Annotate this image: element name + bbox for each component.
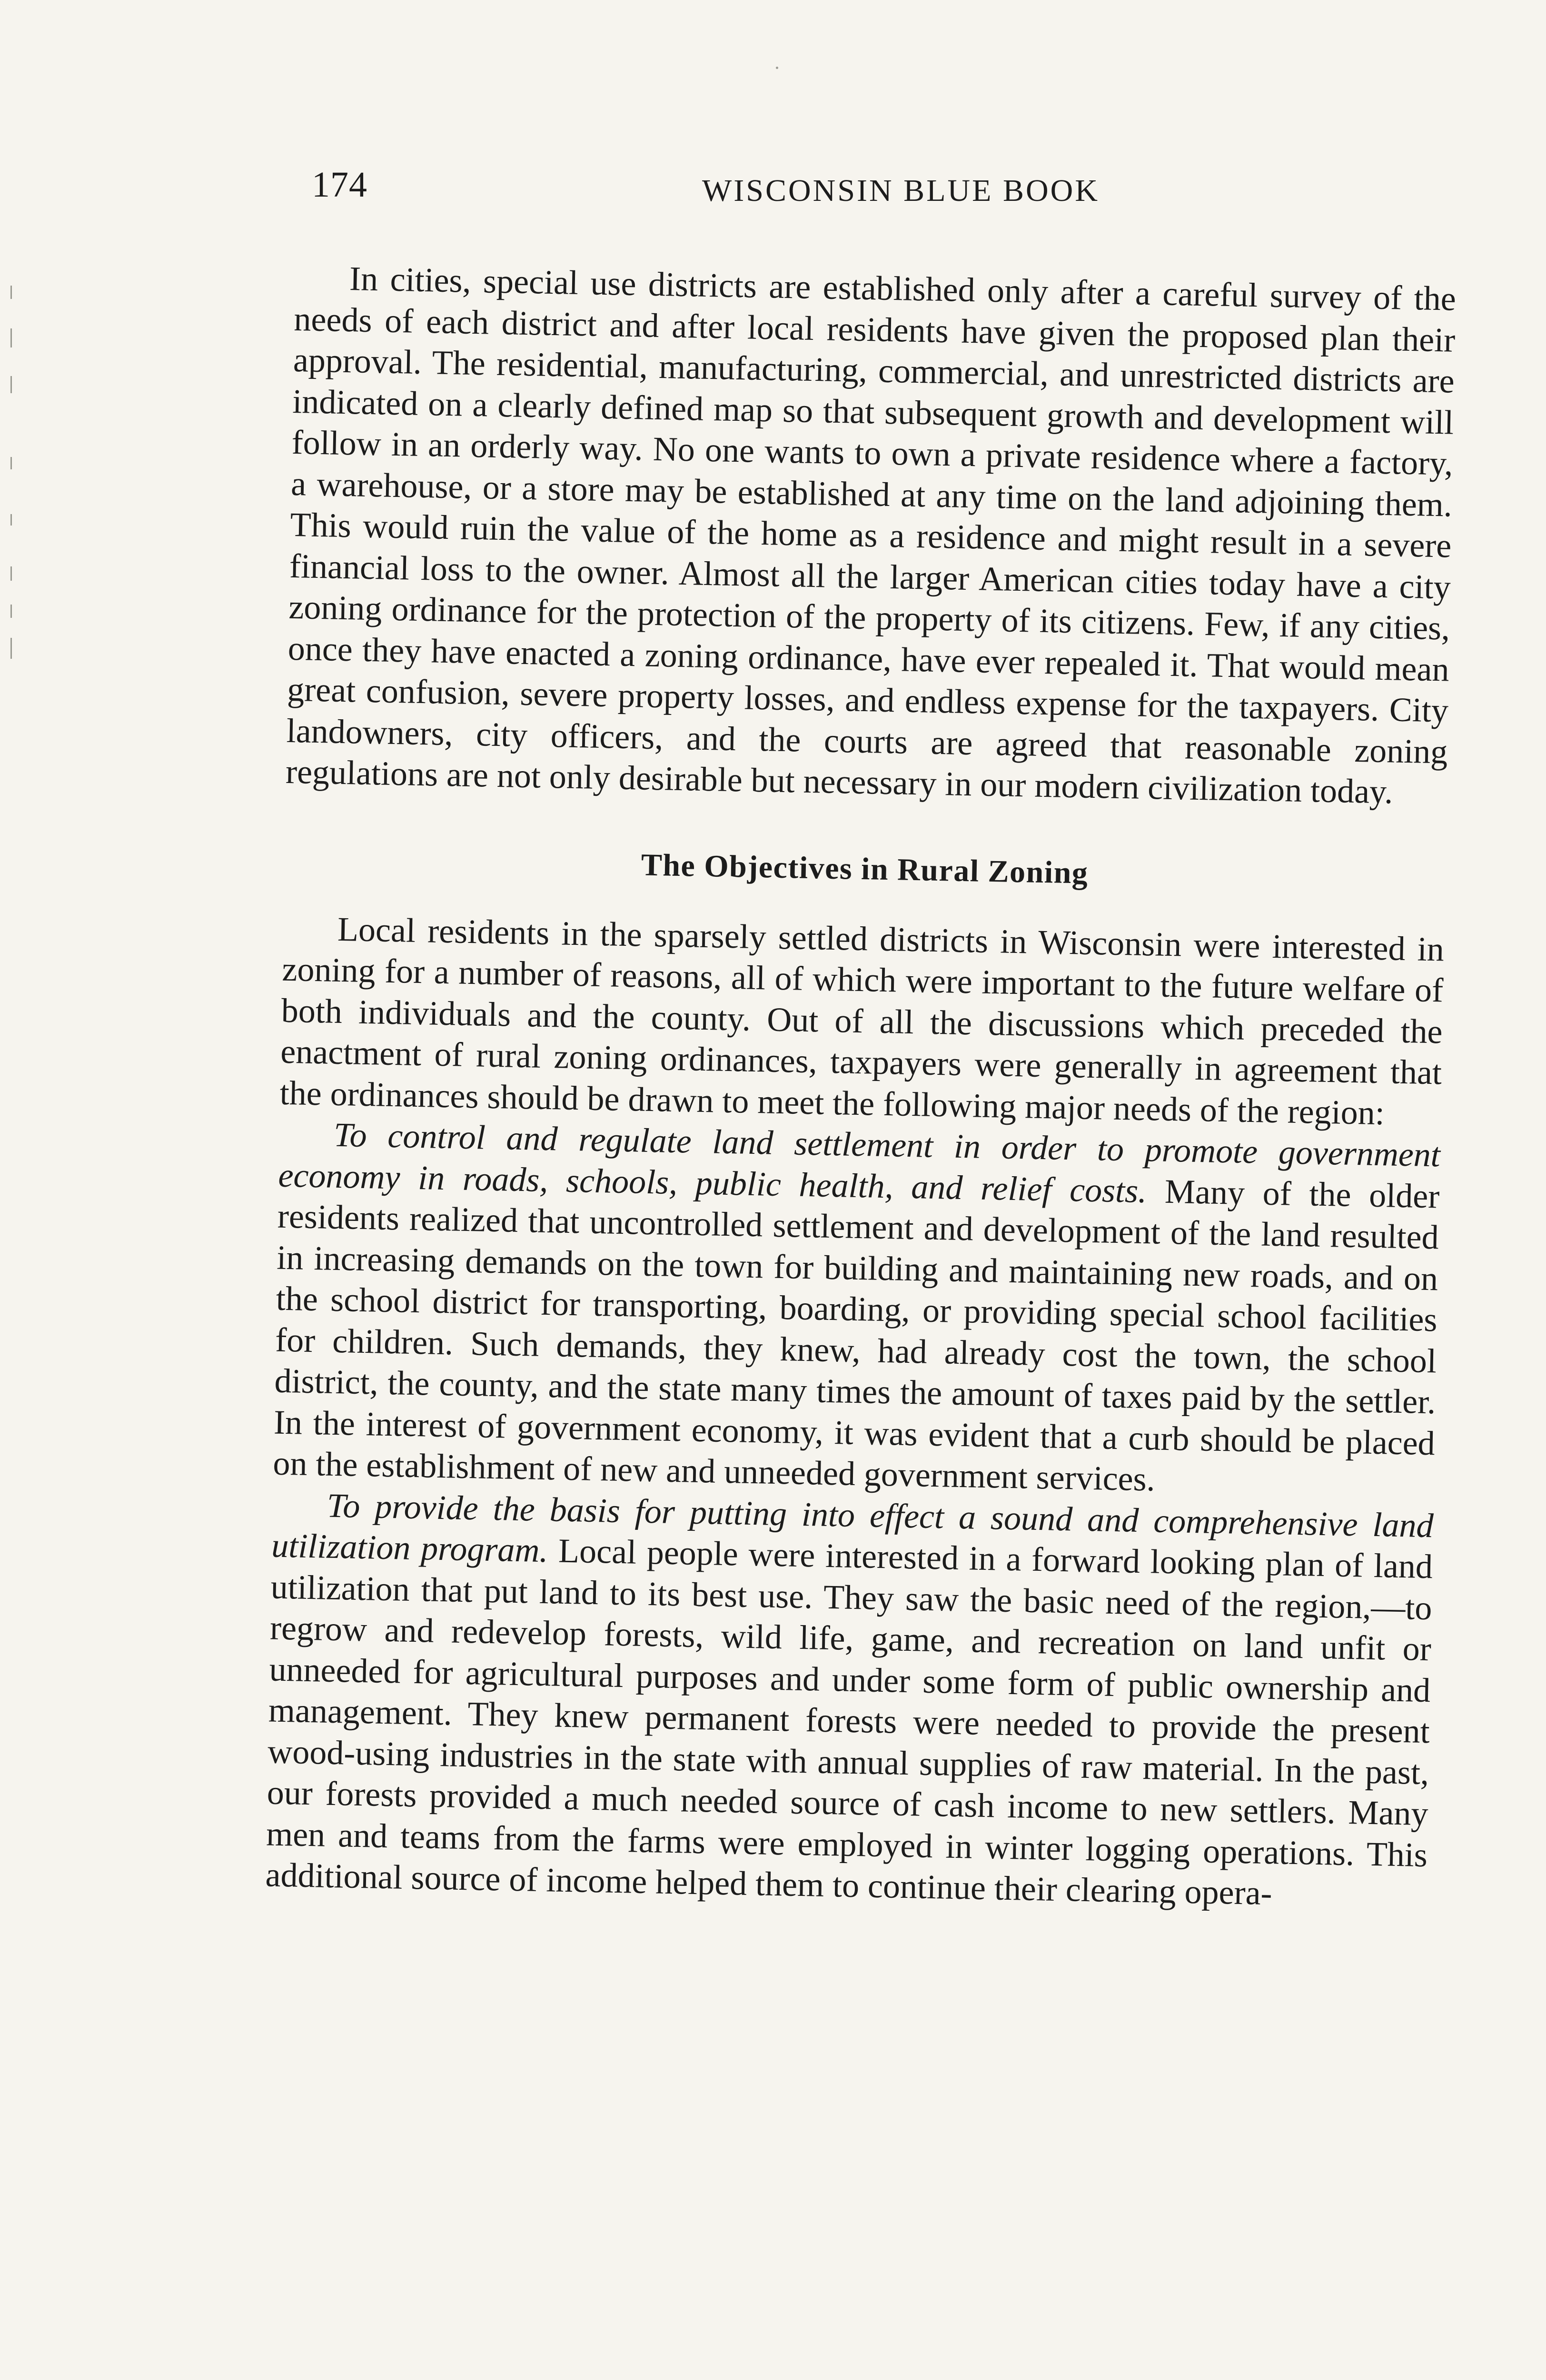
paragraph-lead-italic: To control and regulate land settlement in order to promote government economy in roads, schools, public health, and relief costs. (277, 1115, 1441, 1210)
binding-mark (10, 328, 12, 347)
binding-mark (10, 638, 12, 659)
page-number: 174 (312, 165, 367, 205)
binding-mark (10, 457, 12, 469)
paragraph-land-settlement (273, 1113, 1441, 1505)
paragraph-body: Local people were interested in a forward looking plan of land utilization that put land to its best use. They saw the basic need of the region,—to regrow and redevelop forests, wild life, game, and recreation on land unfit or unneeded for agricultural purposes and under some form of public ownership and management. They knew permanent forests were needed to provide the present wood-using industries in the state with annual supplies of raw material. In the past, our forests provided a much needed source of cash income to new settlers. Many men and teams from the farms were employed in winter logging operations. This additional source of income helped them to continue their clearing opera- (265, 1531, 1433, 1913)
binding-mark (10, 566, 12, 581)
page-header (312, 164, 1490, 217)
binding-mark (10, 376, 12, 393)
paragraph-land-utilization (265, 1484, 1434, 1917)
paragraph-city-zoning: In cities, special use districts are established only after a careful survey of the needs of each district and after local residents have given the proposed plan their approval. The residential, manufacturing, commercial, and unrestricted districts are indicated on a clearly defined map so that subsequent growth and development will follow in an orderly way. No one wants to own a private residence where a factory, a warehouse, or a store may be established at any time on the land adjoining them. This would ruin the value of the home as a residence and might result in a severe financial loss to the owner. Almost all the larger American cities today have a city zoning ordinance for the protection of the property of its citizens. Few, if any cities, once they have enacted a zoning ordinance, have ever repealed it. That would mean great confusion, severe property losses, and endless expense for the taxpayers. City landowners, city officers, and the courts are agreed that reasonable zoning regulations are not only desirable but necessary in our modern civilization today. (285, 259, 1457, 811)
binding-mark (10, 286, 12, 299)
paragraph-body: Many of the older residents realized that uncontrolled settlement and development of the land resulted in increasing demands on the town for building and maintaining new roads, and on the school district for transporting, boarding, or providing special school facilities for children. Such demands, they knew, had already cost the town, the school district, the county, and the state many times the amount of taxes paid by the settler. In the interest of government economy, it was evident that a curb should be placed on the establishment of new and unneeded government services. (272, 1171, 1440, 1498)
binding-mark (10, 514, 12, 526)
paper-speck (776, 67, 778, 69)
running-head: WISCONSIN BLUE BOOK (702, 173, 1100, 208)
binding-mark (10, 605, 12, 618)
paragraph-lead-italic: To provide the basis for putting into effect a sound and comprehensive land utilization program. (271, 1486, 1434, 1570)
body-text (265, 257, 1457, 1917)
section-heading: The Objectives in Rural Zoning (641, 847, 1089, 891)
paragraph-local-residents: Local residents in the sparsely settled districts in Wisconsin were interested in zoning for a number of reasons, all of which were important to the future welfare of both individuals and the county. Out of all the discussions which preceded the enactment of rural zoning ordinances, taxpayers were generally in agreement that the ordinances should be drawn to meet the following major needs of the region: (279, 910, 1445, 1132)
